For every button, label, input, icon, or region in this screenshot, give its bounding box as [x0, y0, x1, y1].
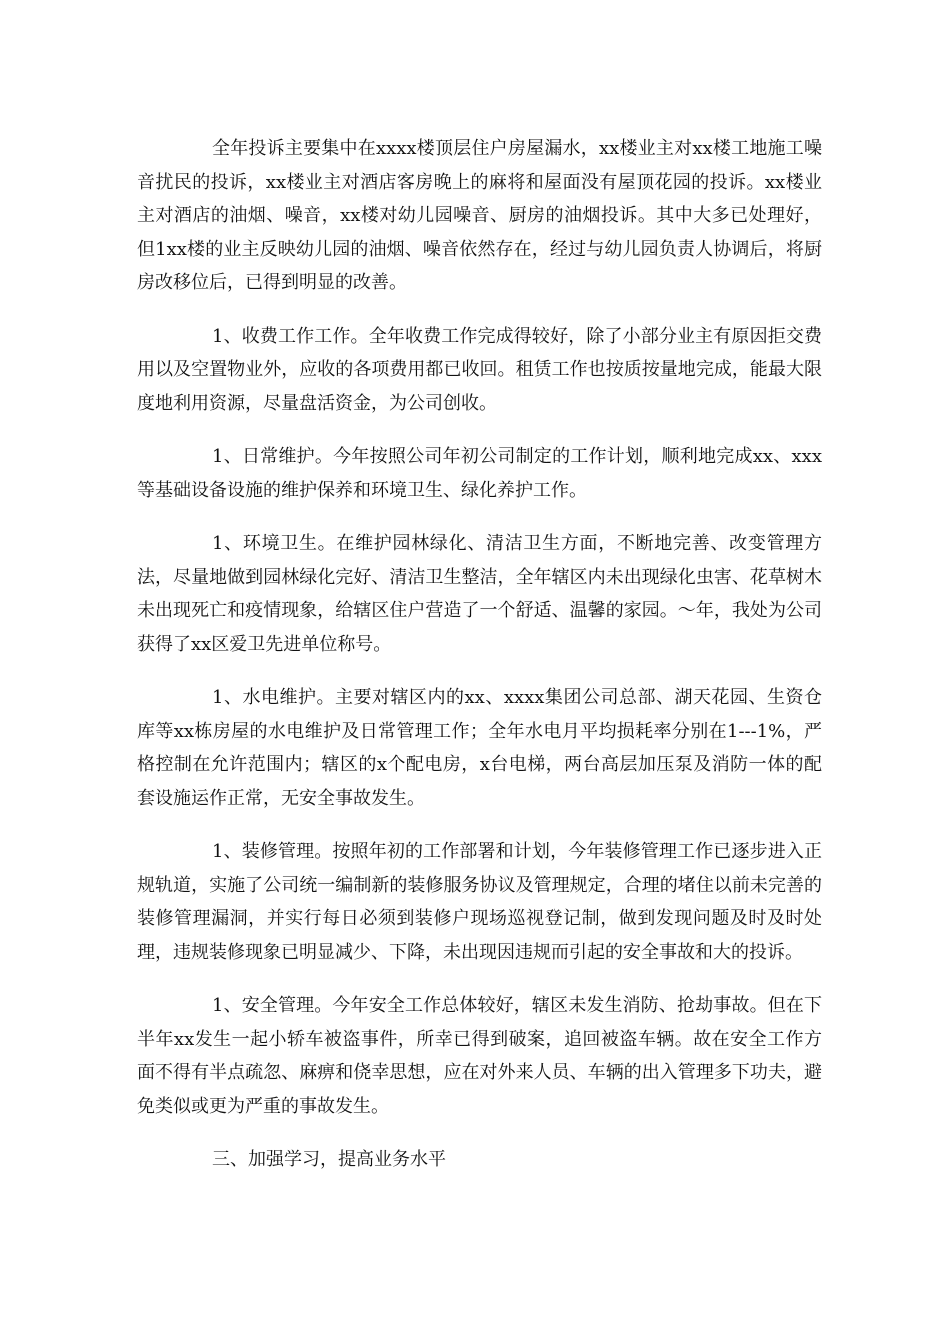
- paragraph-utility-maintenance: 1、水电维护。主要对辖区内的xx、xxxx集团公司总部、湖天花园、生资仓库等xx栋房屋的水电维护及日常管理工作；全年水电月平均损耗率分别在1---1%，严格控制在允许范围内；辖区的x个配电房，x台电梯，两台高层加压泵及消防一体的配套设施运作正常，无安全事故发生。: [137, 687, 822, 809]
- paragraph-fee-collection: 1、收费工作工作。全年收费工作完成得较好，除了小部分业主有原因拒交费用以及空置物业外，应收的各项费用都已收回。租赁工作也按质按量地完成，能最大限度地利用资源，尽量盘活资金，为公司创收。: [137, 325, 822, 414]
- paragraph-safety-management: 1、安全管理。今年安全工作总体较好，辖区未发生消防、抢劫事故。但在下半年xx发生一起小轿车被盗事件，所幸已得到破案，追回被盗车辆。故在安全工作方面不得有半点疏忽、麻痹和侥幸思想，应在对外来人员、车辆的出入管理多下功夫，避免类似或更为严重的事故发生。: [137, 995, 822, 1117]
- document-body: [137, 132, 822, 1197]
- paragraph-renovation-management: 1、装修管理。按照年初的工作部署和计划，今年装修管理工作已逐步进入正规轨道，实施了公司统一编制新的装修服务协议及管理规定，合理的堵住以前未完善的装修管理漏洞，并实行每日必须到装修户现场巡视登记制，做到发现问题及时及时处理，违规装修现象已明显减少、下降，未出现因违规而引起的安全事故和大的投诉。: [137, 841, 822, 963]
- paragraph-complaints: 全年投诉主要集中在xxxx楼顶层住户房屋漏水，xx楼业主对xx楼工地施工噪音扰民的投诉，xx楼业主对酒店客房晚上的麻将和屋面没有屋顶花园的投诉。xx楼业主对酒店的油烟、噪音，xx楼对幼儿园噪音、厨房的油烟投诉。其中大多已处理好，但1xx楼的业主反映幼儿园的油烟、噪音依然存在，经过与幼儿园负责人协调后，将厨房改移位后，已得到明显的改善。: [137, 138, 822, 293]
- paragraph-environmental-hygiene: 1、环境卫生。在维护园林绿化、清洁卫生方面，不断地完善、改变管理方法，尽量地做到园林绿化完好、清洁卫生整洁，全年辖区内未出现绿化虫害、花草树木未出现死亡和疫情现象，给辖区住户营造了一个舒适、温馨的家园。～年，我处为公司获得了xx区爱卫先进单位称号。: [137, 533, 822, 655]
- section-heading: 三、加强学习，提高业务水平: [212, 1149, 446, 1170]
- paragraph-daily-maintenance: 1、日常维护。今年按照公司年初公司制定的工作计划，顺利地完成xx、xxx等基础设备设施的维护保养和环境卫生、绿化养护工作。: [137, 446, 822, 501]
